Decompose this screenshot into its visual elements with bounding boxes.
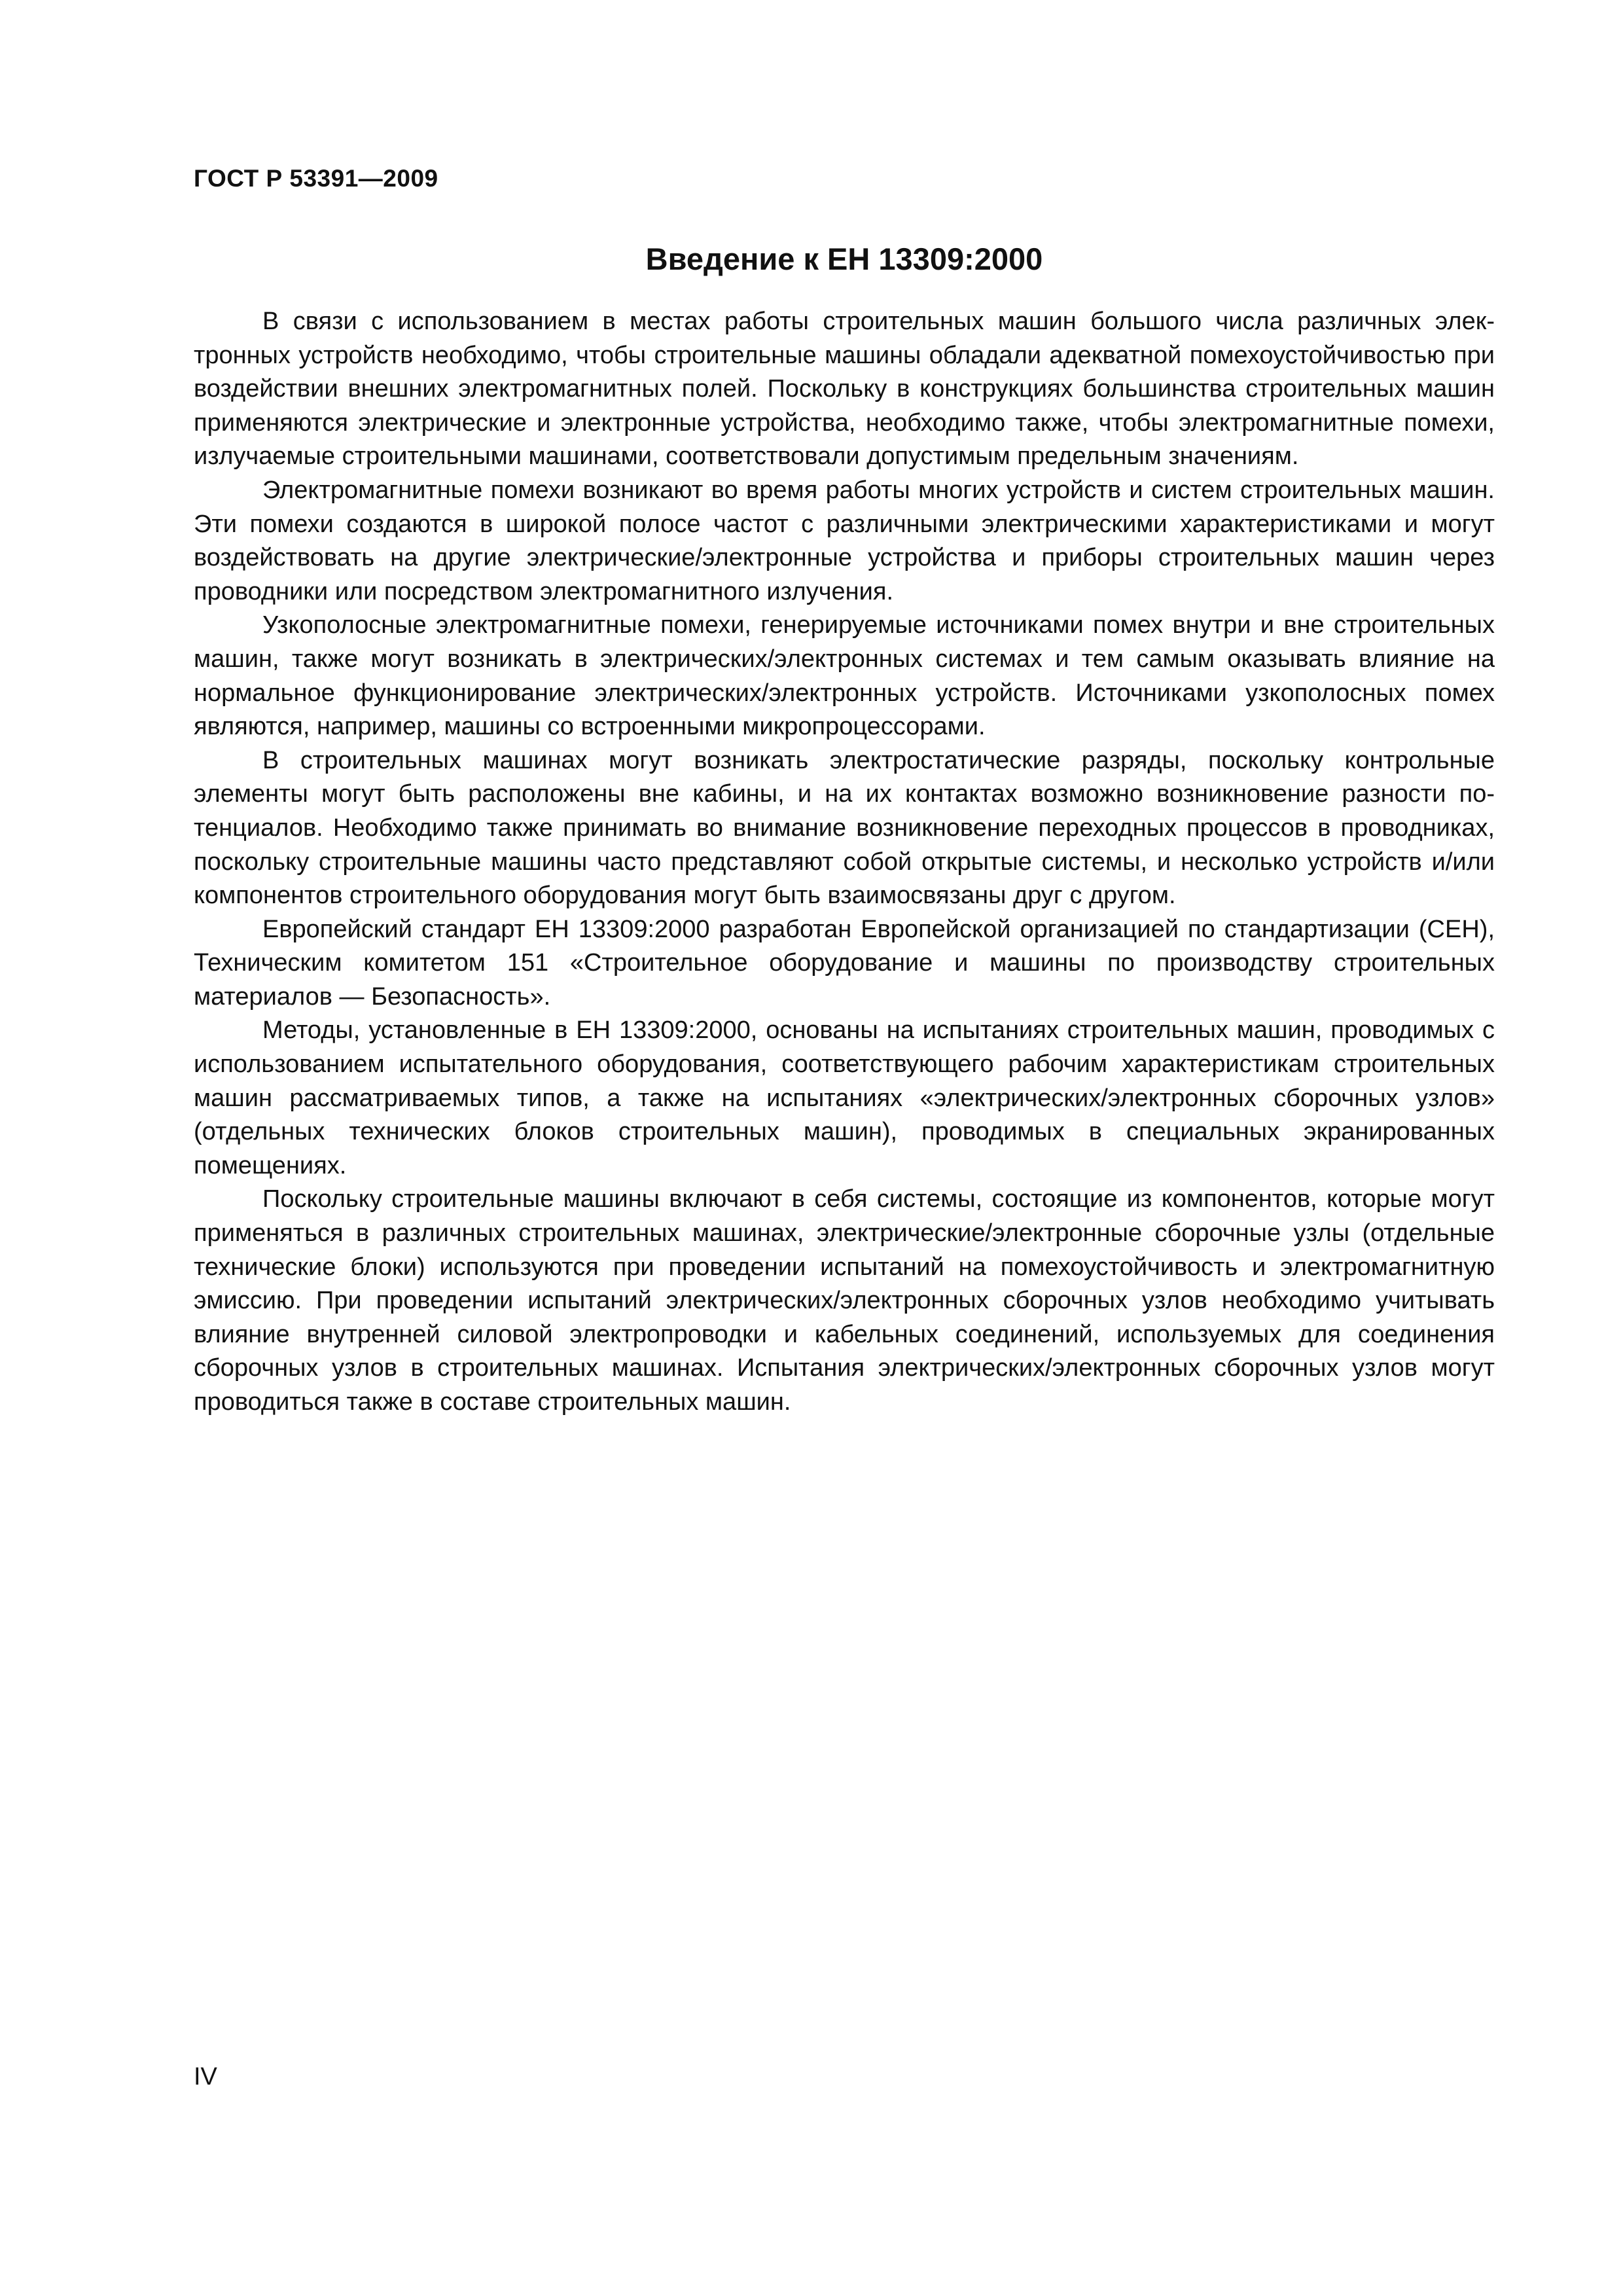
paragraph-1: В связи с использованием в местах работы строительных машин большого числа различных электронных устройств необходимо, чтобы строительные машины обладали адекватной помехоустойчивостью при воздействии внешних электромагнитных полей. Поскольку в конструкциях большинства строительных машин применяются электрические и электронные устройства, необходимо также, чтобы электромагнитные помехи, излучаемые строительными машинами, соответствовали допустимым предельным значениям. [194, 308, 1495, 471]
paragraph-6: Методы, установленные в ЕН 13309:2000, основаны на испытаниях строительных машин, проводимых с использованием испытательного оборудования, соответствующего рабочим характеристикам строительных машин рассматриваемых типов, а также на испытаниях «электрических/электронных сборочных узлов» (отдельных технических блоков строительных машин), проводимых в специальных экранированных помещениях. [194, 1016, 1495, 1179]
paragraph-3: Узкополосные электромагнитные помехи, генерируемые источниками помех внутри и вне строительных машин, также могут возникать в электрических/электронных системах и тем самым оказывать влияние на нормальное функционирование электрических/электронных устройств. Источниками узкополосных помех являются, например, машины со встроенными микропроцессорами. [194, 611, 1495, 741]
paragraph-7: Поскольку строительные машины включают в себя системы, состоящие из компонентов, которые могут применяться в различных строительных машинах, электрические/электронные сборочные узлы (отдельные технические блоки) используются при проведении испытаний на помехоустойчивость и электромагнитную эмиссию. При проведении испытаний электрических/электронных сборочных узлов необходимо учитывать влияние внутренней силовой электропроводки и кабельных соединений, используемых для соединения сборочных узлов в строительных машинах. Испытания электрических/электронных сборочных узлов могут проводиться также в составе строительных машин. [194, 1185, 1495, 1416]
document-id-header: ГОСТ Р 53391—2009 [194, 165, 438, 192]
body-text [194, 305, 1495, 1420]
page-number: IV [194, 2063, 217, 2090]
paragraph-5: Европейский стандарт ЕН 13309:2000 разработан Европейской организацией по стандартизации (СЕН), Техническим комитетом 151 «Строительное оборудование и машины по производству строительных материалов — Безопасность». [194, 915, 1495, 1011]
paragraph-2: Электромагнитные помехи возникают во время работы многих устройств и систем строительных машин. Эти помехи создаются в широкой полосе частот с различными электрическими характеристиками и могут воздействовать на другие электрические/электронные устройства и приборы строительных машин через проводники или посредством электромагнитного излучения. [194, 476, 1495, 605]
paragraph-4: В строительных машинах могут возникать электростатические разряды, поскольку контрольные элементы могут быть расположены вне кабины, и на их контактах возможно возникновение разности потенциалов. Необходимо также принимать во внимание возникновение переходных процессов в проводниках, поскольку строительные машины часто представляют собой открытые системы, и несколько устройств и/или компонентов строительного оборудования могут быть взаимосвязаны друг с другом. [194, 746, 1495, 910]
section-title: Введение к ЕН 13309:2000 [645, 242, 1043, 276]
